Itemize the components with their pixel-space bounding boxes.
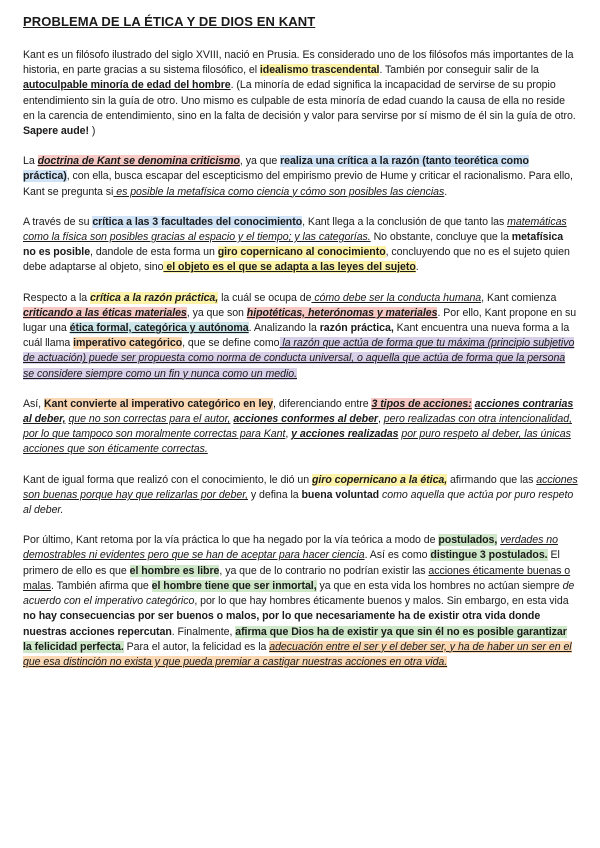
text-run: acciones son buenas porque hay que relizarlas por deber, [23,473,578,501]
text-run: doctrina de Kant se denomina criticismo [37,155,240,168]
text-run: ) [88,125,96,138]
text-run: hipotéticas, heterónomas y materiales [246,306,438,319]
text-run: No obstante, concluye que la [370,231,512,244]
paragraph-practical-reason [23,291,578,382]
text-run: Respecto a la [23,291,91,304]
text-run: postulados, [438,534,498,547]
text-run: razón práctica, [319,322,394,335]
text-run: que no son correctas para el autor, [68,413,231,426]
text-run: y defina la [247,488,302,501]
text-run: La [23,155,38,168]
text-run: . También afirma que [51,579,152,592]
text-run: acciones conformes al deber [233,413,378,426]
text-run: por puro respeto al deber, las únicas acciones que son éticamente correctas. [23,428,571,456]
text-run: Para el autor, la felicidad es la [123,640,270,653]
text-run: , con ella, busca escapar del escepticismo del empirismo previo de Hume y criticar el racionalismo. Para ello, Kant se pregunta si [23,170,573,198]
text-run: , diferenciando entre [273,397,372,410]
text-run: no hay consecuencias por ser buenos o malos, por lo que necesariamente ha de existir otra vida donde nuestras acciones repercutan [23,610,541,638]
text-run: realiza una crítica a la razón (tanto teorética como práctica) [23,155,529,183]
text-run: el hombre tiene que ser inmortal, [151,579,317,592]
text-run: verdades no demostrables ni evidentes pero que se han de aceptar para hacer ciencia [23,534,558,562]
text-run: A través de su [23,215,93,228]
paragraph-postulates [23,533,578,670]
text-run: . [444,185,448,198]
text-run: , [378,413,384,426]
text-run: Kant convierte al imperativo categórico en ley [43,397,274,410]
text-run: distingue 3 postulados. [430,549,548,562]
text-run: , dandole de esta forma un [90,246,218,259]
text-run: , concluyendo que no es el sujeto quien debe adaptarse al objeto, sino [23,246,570,274]
paragraph-criticism [23,154,578,200]
paragraph-actions [23,397,578,458]
paragraph-ethics-turn [23,473,578,519]
paragraph-faculties [23,215,578,276]
text-run: metafísica no es posible [23,231,564,259]
text-run: afirma que Dios ha de existir ya que sin él no es posible garantizar la felicidad perfecta. [23,625,567,653]
text-run: . Finalmente, [171,625,236,638]
text-run: es posible la metafísica como ciencia y cómo son posibles las ciencias [113,185,445,198]
text-run: como aquella que actúa por puro respeto al deber. [23,488,574,517]
text-run: adecuación entre el ser y el deber ser, y ha de haber un ser en el que esa distinción no exista y que pueda premiar a castigar nuestras acciones en otra vida. [23,640,572,668]
text-run: pero realizadas con otra intencionalidad, por lo que tampoco son moralmente correctas para Kant [23,413,572,441]
text-run: , ya que [239,155,281,168]
text-run: , ya que son [186,306,247,319]
text-run: autoculpable minoría de edad del hombre [23,79,231,92]
text-run: la razón que actúa de forma que tu máxima (principio subjetivo de actuación) puede ser propuesta como norma de conducta universal, o aquella que actúa de forma que la persona se considere siempre como un fin y nunca como un medio. [23,337,575,380]
text-run: 3 tipos de acciones: [371,397,472,410]
paragraph-intro [23,48,578,139]
text-run: Kant es un filósofo ilustrado del siglo XVIII, nació en Prusia. Es considerado uno de los filósofos más importantes de la historia, en parte gracias a su sistema filosófico, el [23,49,574,77]
text-run: el objeto es el que se adapta a las leyes del sujeto [163,261,416,274]
document-body [23,48,578,670]
text-run: de acuerdo con el imperativo categórico [23,579,575,608]
text-run: , Kant llega a la conclusión de que tanto las [302,215,508,228]
text-run: acciones éticamente buenas o malas [23,564,571,592]
text-run: , que se define como [182,337,280,350]
text-run: Kant encuentra una nueva forma a la cuál llama [23,322,570,350]
text-run: buena voluntad [301,488,380,501]
text-run: , ya que de lo contrario no podrían existir las [219,564,429,577]
text-run: y acciones realizadas [291,428,399,441]
text-run: ya que en esta vida los hombres no actúan siempre [316,579,563,592]
text-run: . También por conseguir salir de la [379,64,539,77]
text-run: afirmando que las [447,473,537,486]
text-run: criticando a las éticas materiales [23,306,187,319]
text-run: , [285,428,292,441]
text-run: giro copernicano al conocimiento [217,246,386,259]
text-run: giro copernicano a la ética, [311,473,448,486]
text-run: Por último, Kant retoma por la vía práctica lo que ha negado por la vía teórica a modo de [23,534,439,547]
text-run: idealismo trascendental [259,64,380,77]
text-run: . (La minoría de edad significa la incapacidad de servirse de su propio entendimiento sin la guía de otro. Uno mismo es culpable de esta minoría de edad cuando la causa de ella no reside en la carencia de entendimiento, sino en la falta de decisión y valor para servirse por sí mismo de él sin la guía de otro. [23,79,576,122]
text-run: El primero de ello es que [23,549,560,577]
text-run: el hombre es libre [129,564,220,577]
text-run: . Analizando la [248,322,320,335]
text-run: matemáticas como la física son posibles gracias al espacio y el tiempo; y las categorías. [23,215,567,244]
text-run: Sapere aude! [23,125,89,138]
text-run: acciones contrarias al deber, [23,397,574,426]
document-title: PROBLEMA DE LA ÉTICA Y DE DIOS EN KANT [23,14,316,29]
text-run: la cuál se ocupa de [218,291,312,304]
text-run: ética formal, categórica y autónoma [69,322,249,335]
text-run: Así, [23,397,44,410]
text-run: , Kant comienza [481,291,557,304]
text-run: , por lo que hay hombres éticamente buenos y malos. Sin embargo, en esta vida [194,595,569,608]
text-run: imperativo categórico [73,337,183,350]
text-run: . Así es como [364,549,431,562]
text-run: crítica a la razón práctica, [90,291,219,304]
text-run: crítica a las 3 facultades del conocimiento [92,215,303,228]
text-run: cómo debe ser la conducta humana [311,291,482,304]
text-run: . [415,261,419,274]
text-run: . Por ello, Kant propone en su lugar una [23,306,577,335]
text-run: Kant de igual forma que realizó con el conocimiento, le dió un [23,473,312,486]
